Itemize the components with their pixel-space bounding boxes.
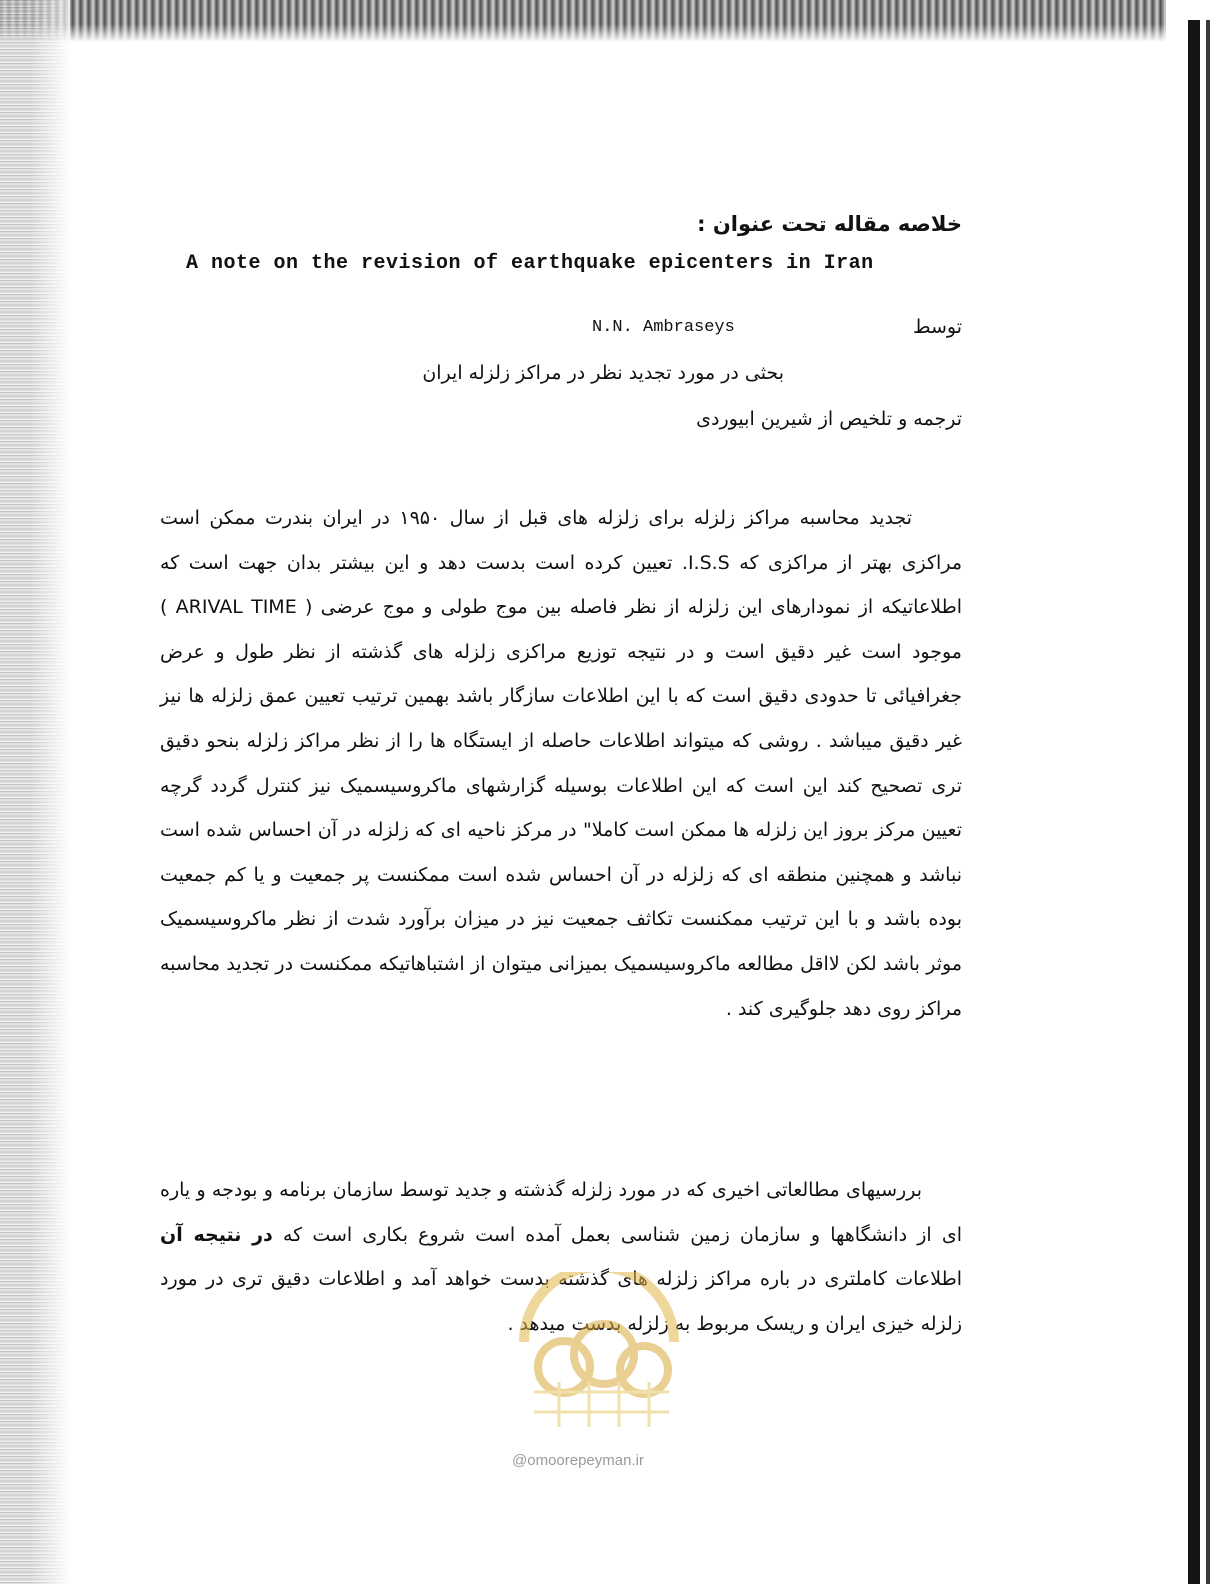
paragraph-2-end: مربوط به زلزله بدست میدهد . bbox=[507, 1312, 750, 1335]
document-title-english: A note on the revision of earthquake epicenters in Iran bbox=[186, 252, 874, 275]
author-label: توسط bbox=[912, 316, 962, 338]
translator-line: ترجمه و تلخیص از شیرین ابیوردی bbox=[696, 408, 962, 430]
watermark-logo-icon bbox=[504, 1272, 694, 1432]
paragraph-2-mid: اطلاعات کاملتری در باره مراکز زلزله های گذشته بدست خواهد آمد و اطلاعات دقیق تری در مورد زلزله خیزی ایران و ریسک bbox=[160, 1268, 962, 1335]
watermark-site: @omoorepeyman.ir bbox=[512, 1452, 644, 1469]
author-name: N.N. Ambraseys bbox=[592, 318, 735, 337]
paragraph-2-start: بررسیهای مطالعاتی اخیری که در مورد زلزله گذشته و جدید توسط سازمان برنامه و بودجه و یاره ای از دانشگاهها و سازمان زمین شناسی بعمل آمده است شروع بکاری است که bbox=[160, 1179, 962, 1246]
document-title-persian: خلاصه مقاله تحت عنوان : bbox=[697, 212, 962, 236]
document-subtitle-persian: بحثی در مورد تجدید نظر در مراکز زلزله ایران bbox=[422, 362, 784, 384]
paragraph-1: تجدید محاسبه مراکز زلزله برای زلزله های قبل از سال ۱۹۵۰ در ایران بندرت ممکن است مراکزی بهتر از مراکزی که I.S.S. تعیین کرده است بدست دهد و این بیشتر بدان جهت است که اطلاعاتیکه از نمودارهای این زلزله از نظر فاصله بین موج طولی و موج عرضی ( ARIVAL TIME ) موجود است غیر دقیق است و در نتیجه توزیع مراکزی زلزله های گذشته از نظر طول و عرض جغرافیائی تا حدودی دقیق است که با این اطلاعات سازگار باشد بهمین ترتیب تعیین عمق زلزله ها نیز غیر دقیق میباشد . روشی که میتواند اطلاعات حاصله از ایستگاه ها را از نظر مراکز زلزله بنحو دقیق تری تصحیح کند این است که این اطلاعات بوسیله گزارشهای ماکروسیسمیک نیز کنترل گردد گرچه تعیین مرکز بروز این زلزله ها ممکن است کاملا" در مرکز ناحیه ای که زلزله در آن احساس شده است نباشد و همچنین منطقه ای که زلزله در آن احساس شده است ممکنست پر جمعیت و یا کم جمعیت بوده باشد و با این ترتیب ممکنست تکاثف جمعیت نیز در میزان برآورد شدت از نظر ماکروسیسمیک موثر باشد لکن لااقل مطالعه ماکروسیسمیک بمیزانی میتوان از اشتباهاتیکه ممکنست در تجدید محاسبه مراکز روی دهد جلوگیری کند . bbox=[160, 507, 962, 1020]
paragraph-2-bold: در نتیجه آن bbox=[160, 1223, 273, 1246]
